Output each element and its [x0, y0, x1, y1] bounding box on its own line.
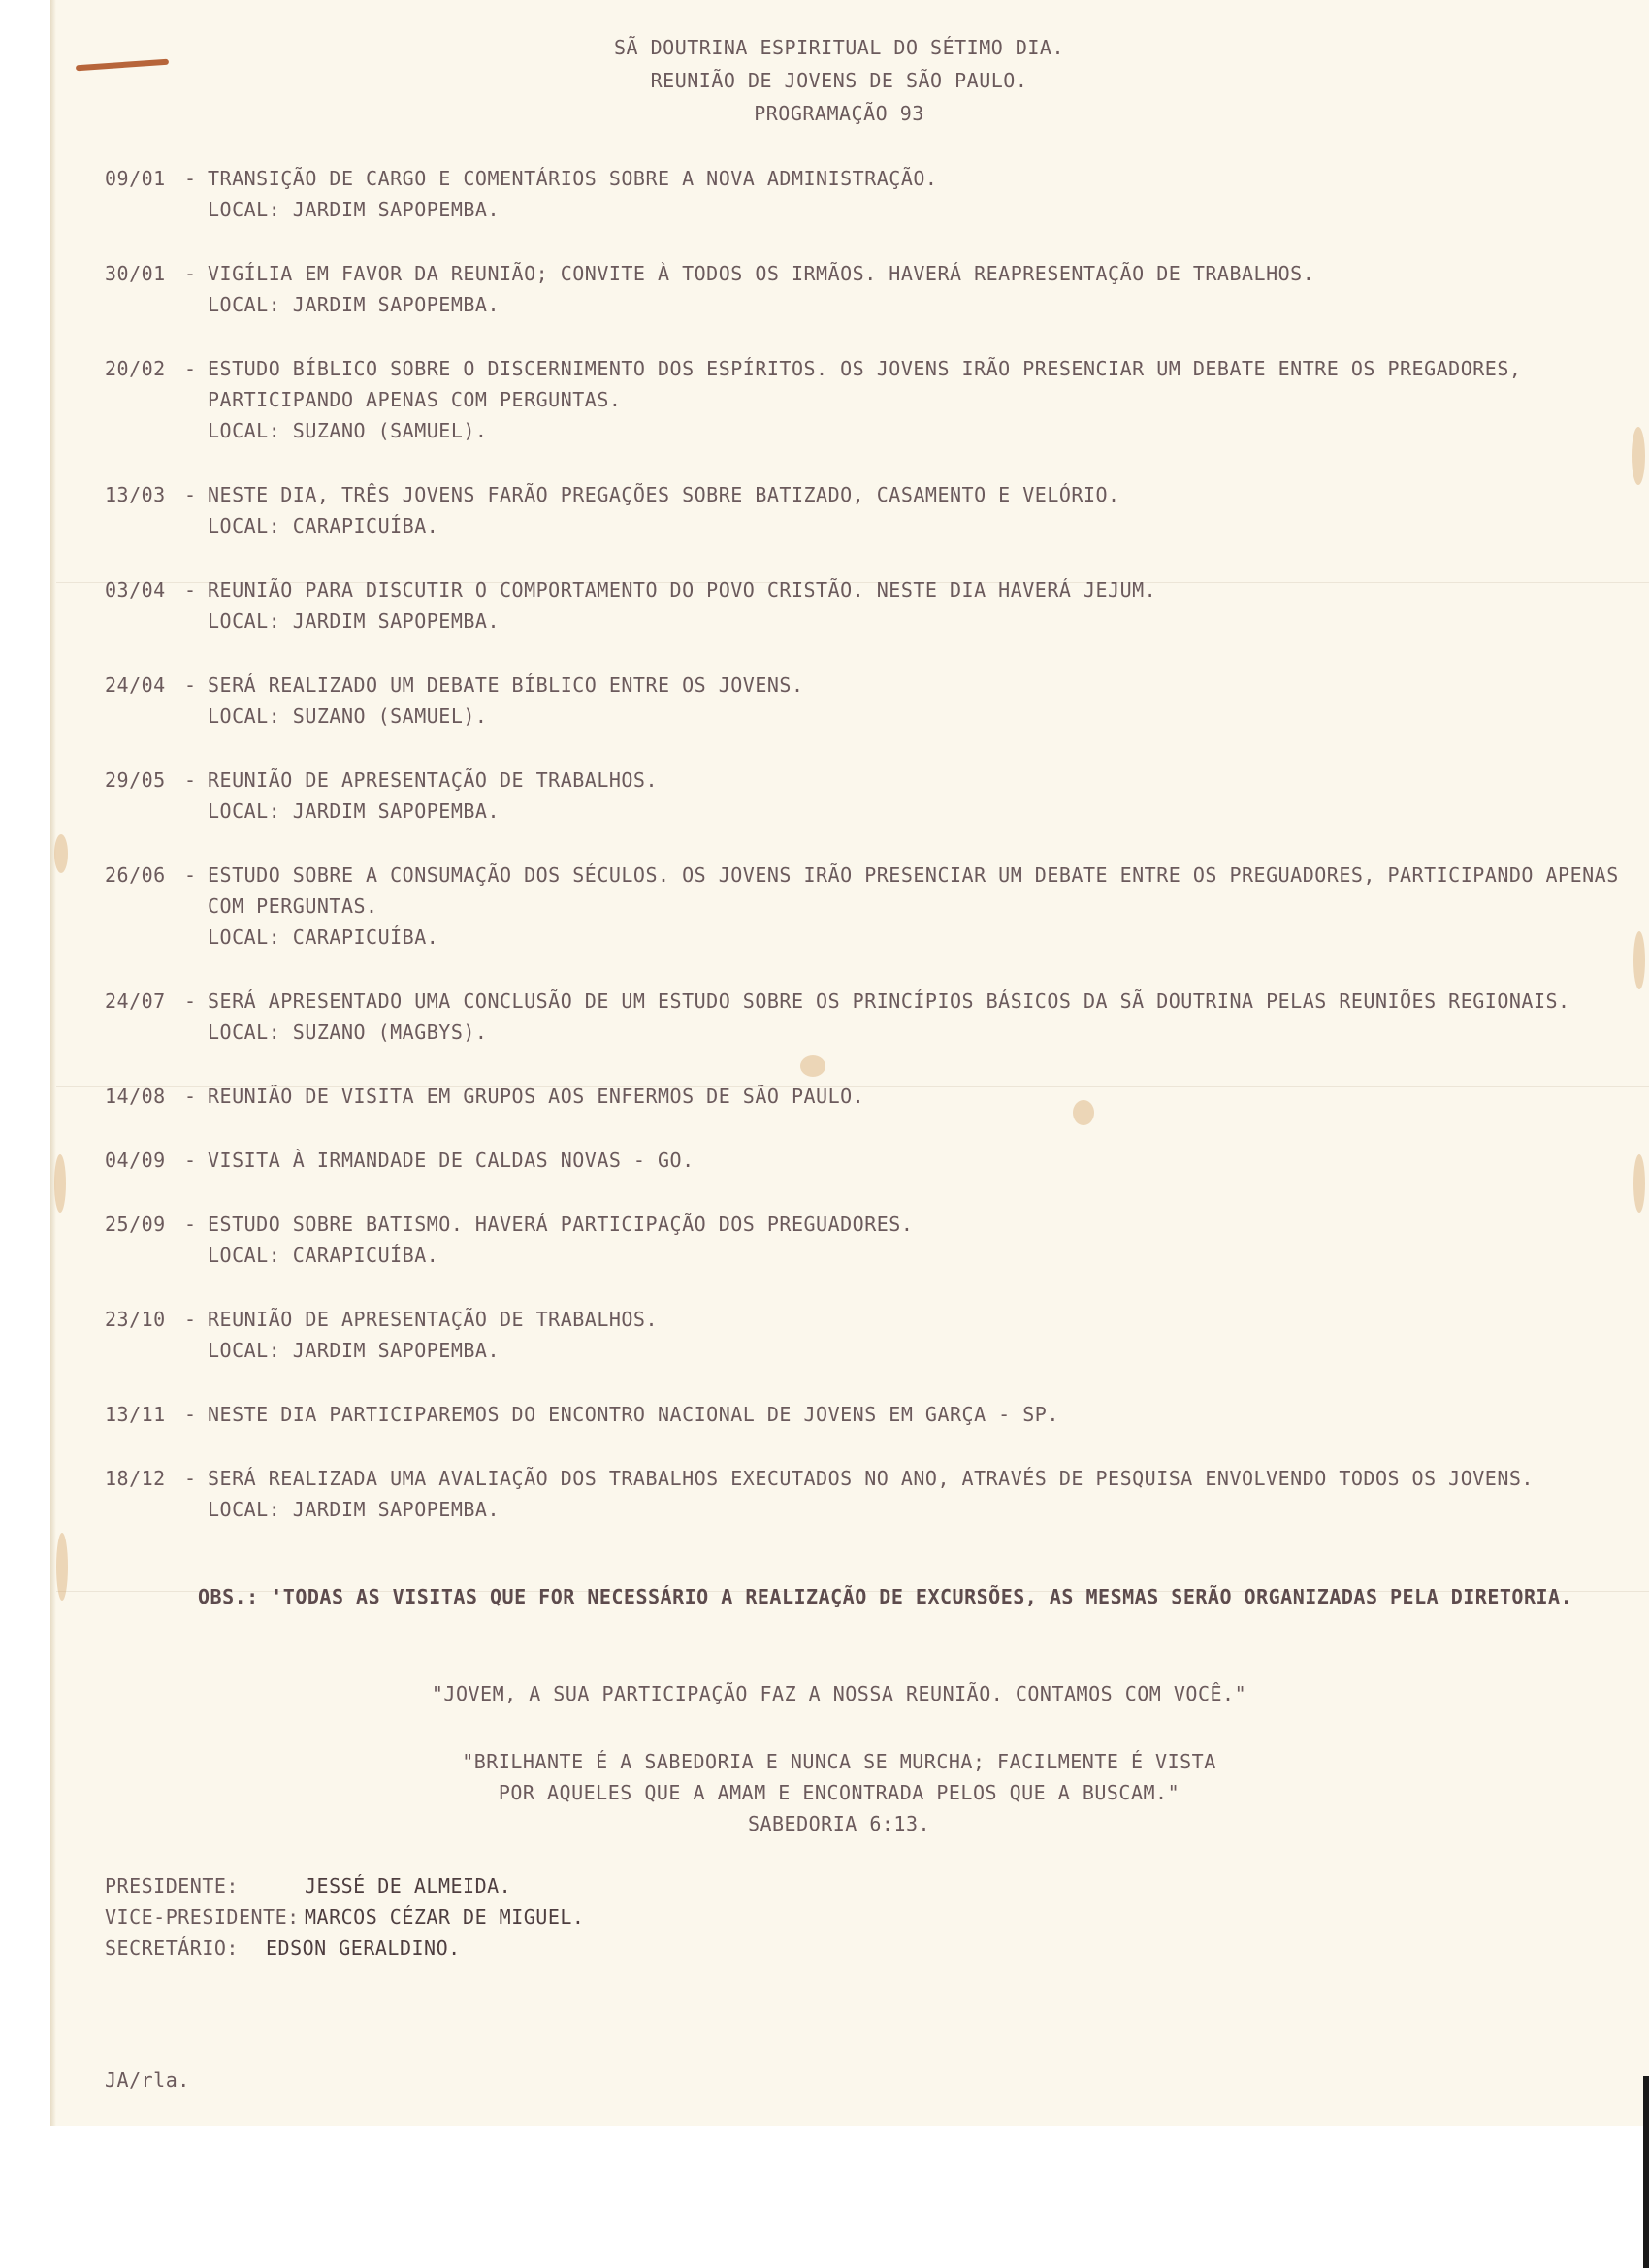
member-role: SECRETÁRIO: — [105, 1936, 239, 1960]
schedule-entry: 09/01 - TRANSIÇÃO DE CARGO E COMENTÁRIOS SOBRE A NOVA ADMINISTRAÇÃO. LOCAL: JARDIM SAPOPEMBA. — [105, 163, 1637, 225]
schedule-entry: 24/07 - SERÁ APRESENTADO UMA CONCLUSÃO DE UM ESTUDO SOBRE OS PRINCÍPIOS BÁSICOS DA SÃ DOUTRINA PELAS REUNIÕES REGIONAIS. LOCAL: SUZANO (MAGBYS). — [105, 986, 1637, 1048]
schedule-entry: 26/06 - ESTUDO SOBRE A CONSUMAÇÃO DOS SÉCULOS. OS JOVENS IRÃO PRESENCIAR UM DEBATE ENTRE OS PREGUADORES, PARTICIPANDO APENAS COM PERGUNTAS. LOCAL: CARAPICUÍBA. — [105, 859, 1637, 953]
entry-description: SERÁ REALIZADO UM DEBATE BÍBLICO ENTRE OS JOVENS. — [208, 673, 804, 697]
entry-date: 20/02 — [105, 357, 166, 380]
entry-description: VIGÍLIA EM FAVOR DA REUNIÃO; CONVITE À TODOS OS IRMÃOS. HAVERÁ REAPRESENTAÇÃO DE TRABALHOS. — [208, 262, 1315, 285]
entry-date: 25/09 — [105, 1213, 166, 1236]
entry-description: NESTE DIA, TRÊS JOVENS FARÃO PREGAÇÕES SOBRE BATIZADO, CASAMENTO E VELÓRIO. — [208, 483, 1120, 506]
entry-description: NESTE DIA PARTICIPAREMOS DO ENCONTRO NACIONAL DE JOVENS EM GARÇA - SP. — [208, 1403, 1059, 1426]
schedule-entry: 24/04 - SERÁ REALIZADO UM DEBATE BÍBLICO ENTRE OS JOVENS. LOCAL: SUZANO (SAMUEL). — [105, 669, 1637, 731]
entry-date: 23/10 — [105, 1308, 166, 1331]
entry-date: 09/01 — [105, 167, 166, 190]
entry-date: 14/08 — [105, 1085, 166, 1108]
member-role: PRESIDENTE: — [105, 1874, 239, 1897]
header-org: SÃ DOUTRINA ESPIRITUAL DO SÉTIMO DIA. — [613, 36, 1065, 59]
document-header — [56, 31, 1622, 130]
schedule-entry: 04/09 - VISITA À IRMANDADE DE CALDAS NOVAS - GO. — [105, 1145, 1637, 1176]
entry-description: SERÁ REALIZADA UMA AVALIAÇÃO DOS TRABALHOS EXECUTADOS NO ANO, ATRAVÉS DE PESQUISA ENVOLVENDO TODOS OS JOVENS. — [208, 1467, 1534, 1490]
entry-location: LOCAL: JARDIM SAPOPEMBA. — [208, 293, 500, 316]
entry-date: 13/11 — [105, 1403, 166, 1426]
member-name: MARCOS CÉZAR DE MIGUEL. — [305, 1905, 585, 1928]
entry-description: REUNIÃO DE APRESENTAÇÃO DE TRABALHOS. — [208, 768, 659, 792]
entry-date: 30/01 — [105, 262, 166, 285]
schedule-entry: 25/09 - ESTUDO SOBRE BATISMO. HAVERÁ PARTICIPAÇÃO DOS PREGUADORES. LOCAL: CARAPICUÍBA. — [105, 1209, 1637, 1271]
entry-description: ESTUDO SOBRE A CONSUMAÇÃO DOS SÉCULOS. OS JOVENS IRÃO PRESENCIAR UM DEBATE ENTRE OS PREGUADORES, PARTICIPANDO APENAS COM PERGUNTAS. — [208, 863, 1619, 918]
schedule-entry: 13/11 - NESTE DIA PARTICIPAREMOS DO ENCONTRO NACIONAL DE JOVENS EM GARÇA - SP. — [105, 1399, 1637, 1430]
entry-date: 26/06 — [105, 863, 166, 887]
member-name: EDSON GERALDINO. — [266, 1936, 461, 1960]
entry-location: LOCAL: JARDIM SAPOPEMBA. — [208, 1339, 500, 1362]
entry-date: 04/09 — [105, 1149, 166, 1172]
entry-description: TRANSIÇÃO DE CARGO E COMENTÁRIOS SOBRE A NOVA ADMINISTRAÇÃO. — [208, 167, 938, 190]
schedule-entry: 23/10 - REUNIÃO DE APRESENTAÇÃO DE TRABALHOS. LOCAL: JARDIM SAPOPEMBA. — [105, 1304, 1637, 1366]
entry-date: 24/07 — [105, 989, 166, 1013]
scripture-line: "BRILHANTE É A SABEDORIA E NUNCA SE MURCHA; FACILMENTE É VISTA — [462, 1750, 1216, 1773]
document — [56, 0, 1649, 2126]
entry-description: VISITA À IRMANDADE DE CALDAS NOVAS - GO. — [208, 1149, 695, 1172]
motto-quote: "JOVEM, A SUA PARTICIPAÇÃO FAZ A NOSSA REUNIÃO. CONTAMOS COM VOCÊ." — [431, 1682, 1247, 1705]
entry-description: SERÁ APRESENTADO UMA CONCLUSÃO DE UM ESTUDO SOBRE OS PRINCÍPIOS BÁSICOS DA SÃ DOUTRINA PELAS REUNIÕES REGIONAIS. — [208, 989, 1570, 1013]
header-program: PROGRAMAÇÃO 93 — [754, 102, 924, 125]
schedule-entry: 13/03 - NESTE DIA, TRÊS JOVENS FARÃO PREGAÇÕES SOBRE BATIZADO, CASAMENTO E VELÓRIO. LOCAL: CARAPICUÍBA. — [105, 479, 1637, 541]
entry-location: LOCAL: SUZANO (SAMUEL). — [208, 704, 488, 728]
entry-description: ESTUDO BÍBLICO SOBRE O DISCERNIMENTO DOS ESPÍRITOS. OS JOVENS IRÃO PRESENCIAR UM DEBATE ENTRE OS PREGADORES, PARTICIPANDO APENAS COM PERGUNTAS. — [208, 357, 1522, 411]
schedule-entry: 03/04 - REUNIÃO PARA DISCUTIR O COMPORTAMENTO DO POVO CRISTÃO. NESTE DIA HAVERÁ JEJUM. LOCAL: JARDIM SAPOPEMBA. — [105, 574, 1637, 636]
board-member — [105, 1870, 881, 1901]
schedule-entry: 14/08 - REUNIÃO DE VISITA EM GRUPOS AOS ENFERMOS DE SÃO PAULO. — [105, 1081, 1637, 1112]
entry-description: REUNIÃO DE VISITA EM GRUPOS AOS ENFERMOS DE SÃO PAULO. — [208, 1085, 865, 1108]
entry-description: REUNIÃO PARA DISCUTIR O COMPORTAMENTO DO POVO CRISTÃO. NESTE DIA HAVERÁ JEJUM. — [208, 578, 1157, 601]
entry-date: 13/03 — [105, 483, 166, 506]
entry-location: LOCAL: CARAPICUÍBA. — [208, 925, 439, 949]
entry-location: LOCAL: JARDIM SAPOPEMBA. — [208, 609, 500, 632]
schedule-entry: 30/01 - VIGÍLIA EM FAVOR DA REUNIÃO; CONVITE À TODOS OS IRMÃOS. HAVERÁ REAPRESENTAÇÃO DE TRABALHOS. LOCAL: JARDIM SAPOPEMBA. — [105, 258, 1637, 320]
board-member — [105, 1901, 881, 1932]
schedule-entry: 18/12 - SERÁ REALIZADA UMA AVALIAÇÃO DOS TRABALHOS EXECUTADOS NO ANO, ATRAVÉS DE PESQUISA ENVOLVENDO TODOS OS JOVENS. LOCAL: JARDIM SAPOPEMBA. — [105, 1463, 1637, 1525]
entry-location: LOCAL: JARDIM SAPOPEMBA. — [208, 799, 500, 823]
entry-location: LOCAL: SUZANO (SAMUEL). — [208, 419, 488, 442]
entry-location: LOCAL: JARDIM SAPOPEMBA. — [208, 198, 500, 221]
member-name: JESSÉ DE ALMEIDA. — [305, 1874, 512, 1897]
entry-date: 18/12 — [105, 1467, 166, 1490]
entry-date: 29/05 — [105, 768, 166, 792]
entry-location: LOCAL: CARAPICUÍBA. — [208, 514, 439, 537]
scripture-quote — [56, 1746, 1622, 1839]
typist-initials: JA/rla. — [105, 2068, 190, 2091]
entry-description: ESTUDO SOBRE BATISMO. HAVERÁ PARTICIPAÇÃO DOS PREGUADORES. — [208, 1213, 914, 1236]
board-members — [105, 1870, 881, 1963]
member-role: VICE-PRESIDENTE: — [105, 1905, 300, 1928]
scripture-source: SABEDORIA 6:13. — [747, 1812, 931, 1835]
scripture-line: POR AQUELES QUE A AMAM E ENCONTRADA PELOS QUE A BUSCAM." — [498, 1781, 1180, 1804]
observation-note: OBS.: 'TODAS AS VISITAS QUE FOR NECESSÁRIO A REALIZAÇÃO DE EXCURSÕES, AS MESMAS SERÃO ORGANIZADAS PELA DIRETORIA. — [198, 1585, 1573, 1608]
entry-description: REUNIÃO DE APRESENTAÇÃO DE TRABALHOS. — [208, 1308, 659, 1331]
schedule-entry: 20/02 - ESTUDO BÍBLICO SOBRE O DISCERNIMENTO DOS ESPÍRITOS. OS JOVENS IRÃO PRESENCIAR UM DEBATE ENTRE OS PREGADORES, PARTICIPANDO APENAS COM PERGUNTAS. LOCAL: SUZANO (SAMUEL). — [105, 353, 1637, 446]
entry-location: LOCAL: CARAPICUÍBA. — [208, 1244, 439, 1267]
entry-location: LOCAL: JARDIM SAPOPEMBA. — [208, 1498, 500, 1521]
board-member — [105, 1932, 881, 1963]
schedule-list — [105, 163, 1637, 1558]
entry-location: LOCAL: SUZANO (MAGBYS). — [208, 1021, 488, 1044]
entry-date: 24/04 — [105, 673, 166, 697]
entry-date: 03/04 — [105, 578, 166, 601]
schedule-entry: 29/05 - REUNIÃO DE APRESENTAÇÃO DE TRABALHOS. LOCAL: JARDIM SAPOPEMBA. — [105, 764, 1637, 826]
header-group: REUNIÃO DE JOVENS DE SÃO PAULO. — [650, 69, 1028, 92]
